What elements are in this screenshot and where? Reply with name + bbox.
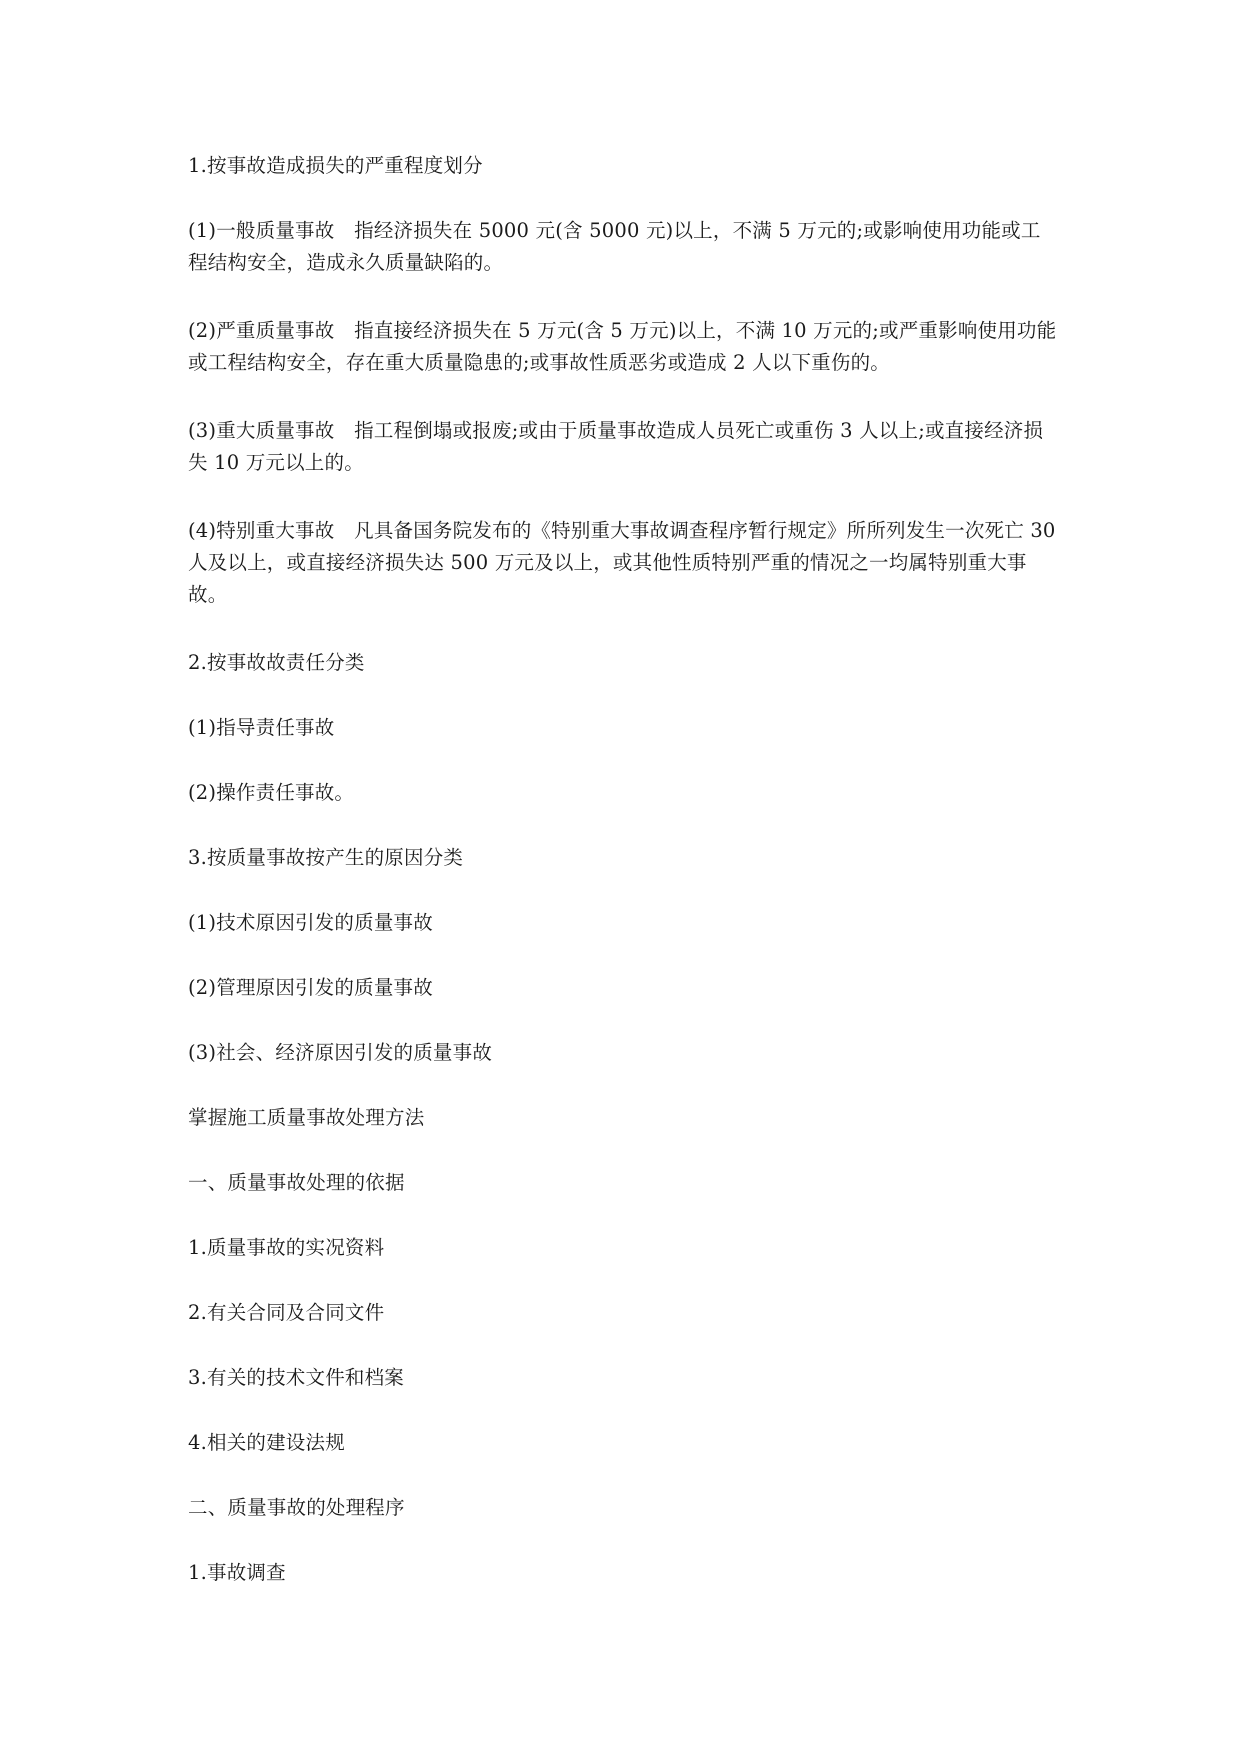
- document-page: [188, 150, 1062, 1622]
- paragraph: (4)特别重大事故 凡具备国务院发布的《特别重大事故调查程序暂行规定》所所列发生一次死亡 30 人及以上，或直接经济损失达 500 万元及以上，或其他性质特别严重的情况之一均属特别重大事故。: [188, 519, 1062, 606]
- section-heading: 掌握施工质量事故处理方法: [188, 1106, 425, 1129]
- section-heading: 二、质量事故的处理程序: [188, 1496, 405, 1519]
- section-heading: 1.按事故造成损失的严重程度划分: [188, 154, 483, 177]
- section-heading: 2.按事故故责任分类: [188, 651, 365, 674]
- list-item: (1)指导责任事故: [188, 716, 335, 739]
- paragraph: (3)重大质量事故 指工程倒塌或报废;或由于质量事故造成人员死亡或重伤 3 人以上;或直接经济损失 10 万元以上的。: [188, 419, 1044, 474]
- list-item: (3)社会、经济原因引发的质量事故: [188, 1041, 493, 1064]
- section-heading: 一、质量事故处理的依据: [188, 1171, 405, 1194]
- section-heading: 3.按质量事故按产生的原因分类: [188, 846, 464, 869]
- list-item: 2.有关合同及合同文件: [188, 1301, 385, 1324]
- paragraph: (1)一般质量事故 指经济损失在 5000 元(含 5000 元)以上，不满 5 万元的;或影响使用功能或工程结构安全，造成永久质量缺陷的。: [188, 219, 1041, 274]
- list-item: 3.有关的技术文件和档案: [188, 1366, 405, 1389]
- list-item: (2)操作责任事故。: [188, 781, 355, 804]
- list-item: 1.事故调查: [188, 1561, 286, 1584]
- paragraph: (2)严重质量事故 指直接经济损失在 5 万元(含 5 万元)以上，不满 10 万元的;或严重影响使用功能或工程结构安全，存在重大质量隐患的;或事故性质恶劣或造成 2 人以下重伤的。: [188, 319, 1057, 374]
- list-item: (2)管理原因引发的质量事故: [188, 976, 433, 999]
- list-item: 1.质量事故的实况资料: [188, 1236, 385, 1259]
- list-item: (1)技术原因引发的质量事故: [188, 911, 433, 934]
- list-item: 4.相关的建设法规: [188, 1431, 345, 1454]
